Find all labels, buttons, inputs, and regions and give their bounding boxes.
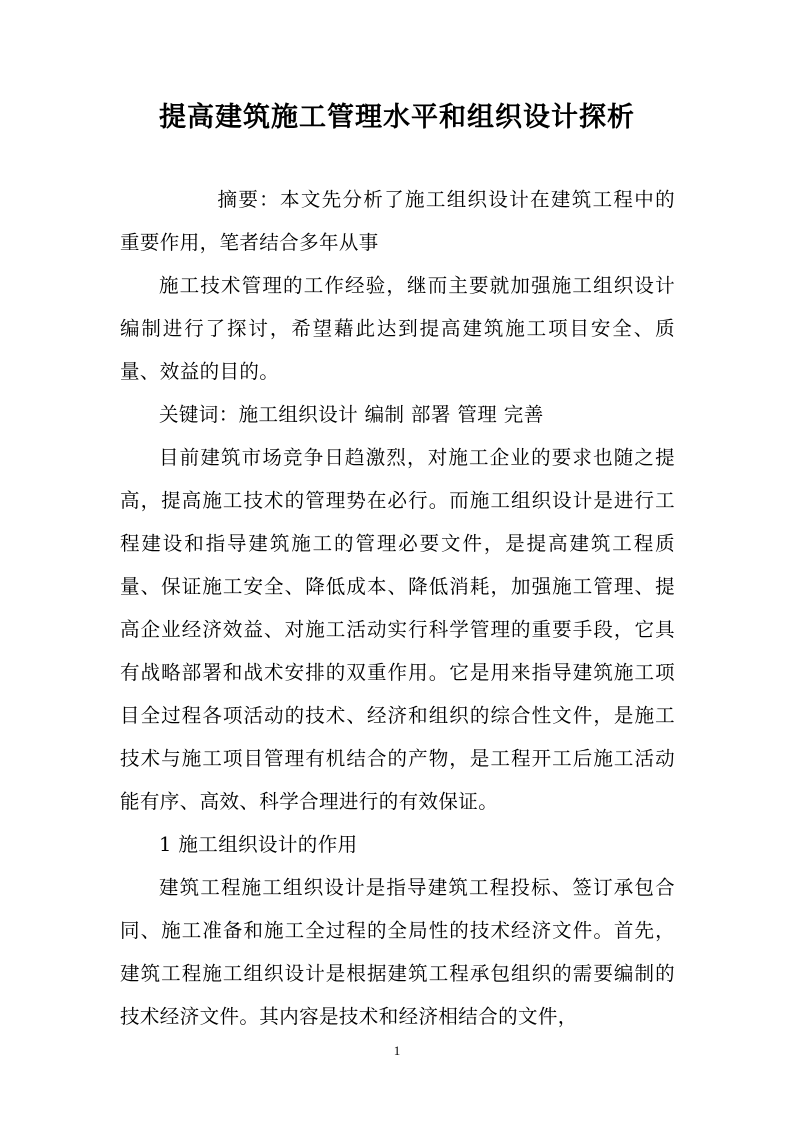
section-heading: 1 施工组织设计的作用 [159, 833, 358, 856]
abstract-continuation-paragraph: 施工技术管理的工作经验，继而主要就加强施工组织设计编制进行了探讨，希望藉此达到提高建筑施工项目安全、质量、效益的目的。 [120, 274, 675, 383]
intro-paragraph: 目前建筑市场竞争日趋激烈，对施工企业的要求也随之提高，提高施工技术的管理势在必行。而施工组织设计是进行工程建设和指导建筑施工的管理必要文件，是提高建筑工程质量、保证施工安全、降低成本、降低消耗，加强施工管理、提高企业经济效益、对施工活动实行科学管理的重要手段，它具有战略部署和战术安排的双重作用。它是用来指导建筑施工项目全过程各项活动的技术、经济和组织的综合性文件，是施工技术与施工项目管理有机结合的产物，是工程开工后施工活动能有序、高效、科学合理进行的有效保证。 [120, 446, 675, 813]
keywords-paragraph: 关键词：施工组织设计 编制 部署 管理 完善 [159, 403, 544, 426]
page-number: 1 [393, 1043, 401, 1058]
section-body-paragraph: 建筑工程施工组织设计是指导建筑工程投标、签订承包合同、施工准备和施工全过程的全局性的技术经济文件。首先，建筑工程施工组织设计是根据建筑工程承包组织的需要编制的技术经济文件。其内容是技术和经济相结合的文件， [120, 876, 675, 1028]
document-title: 提高建筑施工管理水平和组织设计探析 [159, 102, 635, 133]
abstract-paragraph: 摘要：本文先分析了施工组织设计在建筑工程中的重要作用，笔者结合多年从事 [120, 188, 675, 254]
document-body [120, 178, 675, 1038]
